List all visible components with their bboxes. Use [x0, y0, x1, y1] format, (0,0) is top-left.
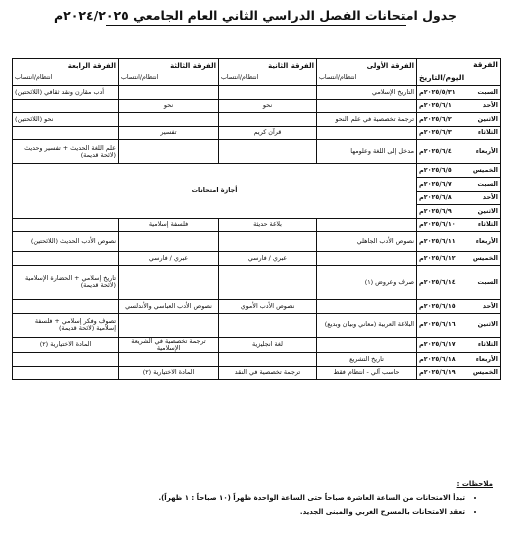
day-date: ٢٠٢٥/٦/٨م	[419, 193, 452, 202]
year-header-1	[317, 59, 417, 86]
day-name: الخميس	[472, 253, 498, 262]
day-name: السبت	[477, 277, 498, 286]
exam-cell	[317, 218, 417, 232]
exam-cell: ترجمة تخصصية في علم النحو	[317, 113, 417, 127]
exam-cell	[219, 86, 317, 100]
exam-cell: علم اللغة الحديث + تفسير وحديث (لائحة قديمة)	[13, 140, 119, 164]
day-date: ٢٠٢٥/٦/٧م	[419, 179, 452, 188]
table-row	[13, 218, 501, 232]
day-date: ٢٠٢٥/٦/٣م	[419, 128, 452, 137]
exam-cell: ترجمة تخصصية في الشريعة الإسلامية	[119, 337, 219, 353]
year-sub: انتظام/انتساب	[121, 74, 159, 82]
exam-cell: عبري / فارسي	[219, 252, 317, 266]
exam-cell	[13, 126, 119, 140]
day-cell	[417, 99, 501, 113]
exam-cell	[219, 313, 317, 337]
day-name: الأربعاء	[475, 147, 498, 156]
exam-cell	[13, 366, 119, 380]
note-item: • تبدأ الامتحانات من الساعة العاشرة صباحاً حتى الساعة الواحدة ظهراً (١٠ صباحاً : ١ ظهراً).	[23, 494, 465, 502]
exam-cell: تاريخ التشريع	[317, 353, 417, 367]
table-row	[13, 164, 501, 178]
exam-cell: تاريخ إسلامي + الحضارة الإسلامية (لائحة قديمة)	[13, 265, 119, 299]
table-row	[13, 232, 501, 252]
table-row	[13, 299, 501, 313]
exam-cell	[119, 313, 219, 337]
exam-cell: نحو	[119, 99, 219, 113]
notes-section	[23, 480, 493, 522]
day-cell	[417, 126, 501, 140]
exam-cell	[13, 99, 119, 113]
exam-cell: التاريخ الإسلامي	[317, 86, 417, 100]
day-cell	[417, 353, 501, 367]
exam-cell	[13, 353, 119, 367]
exam-cell	[219, 140, 317, 164]
exam-cell	[119, 113, 219, 127]
day-cell	[417, 337, 501, 353]
day-date: ٢٠٢٥/٦/٩م	[419, 206, 452, 215]
exam-cell: البلاغة العربية (معاني وبيان وبديع)	[317, 313, 417, 337]
exam-cell	[13, 299, 119, 313]
day-date: ٢٠٢٥/٦/١٧م	[419, 340, 456, 349]
table-row	[13, 252, 501, 266]
exam-cell	[219, 353, 317, 367]
day-date: ٢٠٢٥/٦/١٠م	[419, 220, 456, 229]
table-row	[13, 86, 501, 100]
exam-cell	[219, 232, 317, 252]
day-date: ٢٠٢٥/٦/٤م	[419, 147, 452, 156]
day-name: الأربعاء	[475, 237, 498, 246]
day-cell	[417, 205, 501, 219]
day-name: السبت	[477, 179, 498, 188]
exam-cell: عبري / فارسي	[119, 252, 219, 266]
day-cell	[417, 164, 501, 178]
exam-cell: نصوص الأدب الأموي	[219, 299, 317, 313]
year-name: الفرقة الثالثة	[170, 62, 216, 71]
day-cell	[417, 218, 501, 232]
exam-cell	[317, 99, 417, 113]
year-sub: انتظام/انتساب	[221, 74, 259, 82]
corner-bottom-label: اليوم/التاريخ	[419, 73, 465, 82]
day-date: ٢٠٢٥/٦/٥م	[419, 165, 452, 174]
exam-cell	[119, 265, 219, 299]
day-cell	[417, 191, 501, 205]
day-name: الخميس	[472, 368, 498, 377]
exam-cell	[317, 337, 417, 353]
day-date: ٢٠٢٥/٥/٣١م	[419, 87, 456, 96]
day-cell	[417, 265, 501, 299]
day-name: الخميس	[472, 165, 498, 174]
exam-cell	[119, 86, 219, 100]
note-item: • تعقد الامتحانات بالمسرح الغربي والمبنى الجديد.	[23, 508, 465, 516]
day-cell	[417, 252, 501, 266]
table-row	[13, 99, 501, 113]
year-header-4	[13, 59, 119, 86]
table-row	[13, 126, 501, 140]
day-name: الاثنين	[477, 114, 498, 123]
table-row	[13, 265, 501, 299]
year-header-3	[119, 59, 219, 86]
exam-cell	[13, 252, 119, 266]
exam-cell: نحو (اللائحتين)	[13, 113, 119, 127]
year-name: الفرقة الرابعة	[67, 62, 116, 71]
year-sub: انتظام/انتساب	[15, 74, 53, 82]
table-row	[13, 313, 501, 337]
day-date: ٢٠٢٥/٦/١٤م	[419, 277, 456, 286]
day-cell	[417, 232, 501, 252]
table-row	[13, 113, 501, 127]
exam-cell	[13, 218, 119, 232]
exam-cell: بلاغة حديثة	[219, 218, 317, 232]
exam-cell	[119, 353, 219, 367]
day-name: الثلاثاء	[477, 128, 498, 137]
year-name: الفرقة الثانية	[268, 62, 314, 71]
exam-break-label: أجازة امتحانات	[13, 164, 417, 218]
day-name: الاثنين	[477, 320, 498, 329]
day-cell	[417, 366, 501, 380]
exam-cell	[119, 232, 219, 252]
exam-cell: المادة الاختيارية (٢)	[119, 366, 219, 380]
day-name: الأربعاء	[475, 354, 498, 363]
day-cell	[417, 113, 501, 127]
exam-cell	[317, 252, 417, 266]
exam-cell: مدخل إلى اللغة وعلومها	[317, 140, 417, 164]
day-date: ٢٠٢٥/٦/١١م	[419, 237, 456, 246]
day-name: الأحد	[482, 301, 498, 310]
exam-cell: نحو	[219, 99, 317, 113]
exam-cell: فلسفة إسلامية	[119, 218, 219, 232]
day-cell	[417, 86, 501, 100]
day-date: ٢٠٢٥/٦/٢م	[419, 114, 452, 123]
day-date: ٢٠٢٥/٦/١٨م	[419, 354, 456, 363]
exam-cell: نصوص الأدب العباسي والأندلسي	[119, 299, 219, 313]
exam-schedule-table	[12, 58, 501, 380]
day-name: السبت	[477, 87, 498, 96]
exam-cell: لغة انجليزية	[219, 337, 317, 353]
exam-cell: نصوص الأدب الجاهلي	[317, 232, 417, 252]
exam-cell: حاسب آلي - انتظام فقط	[317, 366, 417, 380]
corner-top-label: الفرقة	[473, 60, 498, 70]
table-row	[13, 353, 501, 367]
table-row	[13, 140, 501, 164]
day-cell	[417, 313, 501, 337]
day-name: الثلاثاء	[477, 340, 498, 349]
corner-header	[417, 59, 501, 86]
exam-cell: تصوف وفكر إسلامي + فلسفة إسلامية (لائحة قديمة)	[13, 313, 119, 337]
exam-cell	[219, 113, 317, 127]
exam-cell: صرف وعروض (١)	[317, 265, 417, 299]
exam-cell: أدب مقارن ونقد ثقافي (اللائحتين)	[13, 86, 119, 100]
year-name: الفرقة الأولى	[366, 62, 414, 71]
day-cell	[417, 177, 501, 191]
day-name: الأحد	[482, 193, 498, 202]
day-date: ٢٠٢٥/٦/١٢م	[419, 253, 456, 262]
day-date: ٢٠٢٥/٦/١٥م	[419, 301, 456, 310]
exam-cell: المادة الاختيارية (٢)	[13, 337, 119, 353]
exam-cell	[219, 265, 317, 299]
year-header-2	[219, 59, 317, 86]
day-cell	[417, 140, 501, 164]
exam-cell: تفسير	[119, 126, 219, 140]
table-row	[13, 337, 501, 353]
day-name: الاثنين	[477, 206, 498, 215]
exam-cell: نصوص الأدب الحديث (اللائحتين)	[13, 232, 119, 252]
day-name: الثلاثاء	[477, 220, 498, 229]
exam-cell	[119, 140, 219, 164]
exam-cell	[317, 126, 417, 140]
table-row	[13, 366, 501, 380]
notes-heading: ملاحظات :	[456, 480, 493, 488]
notes-list	[23, 494, 493, 516]
day-date: ٢٠٢٥/٦/١م	[419, 101, 452, 110]
year-sub: انتظام/انتساب	[319, 74, 357, 82]
exam-cell: ترجمة تخصصية في النقد	[219, 366, 317, 380]
day-name: الأحد	[482, 101, 498, 110]
day-cell	[417, 299, 501, 313]
exam-cell: قرآن كريم	[219, 126, 317, 140]
day-date: ٢٠٢٥/٦/١٦م	[419, 320, 456, 329]
day-date: ٢٠٢٥/٦/١٩م	[419, 368, 456, 377]
page-title: جدول امتحانات الفصل الدراسي الثاني العام الجامعي ٢٠٢٤/٢٠٢٥م	[0, 8, 511, 26]
exam-cell	[317, 299, 417, 313]
